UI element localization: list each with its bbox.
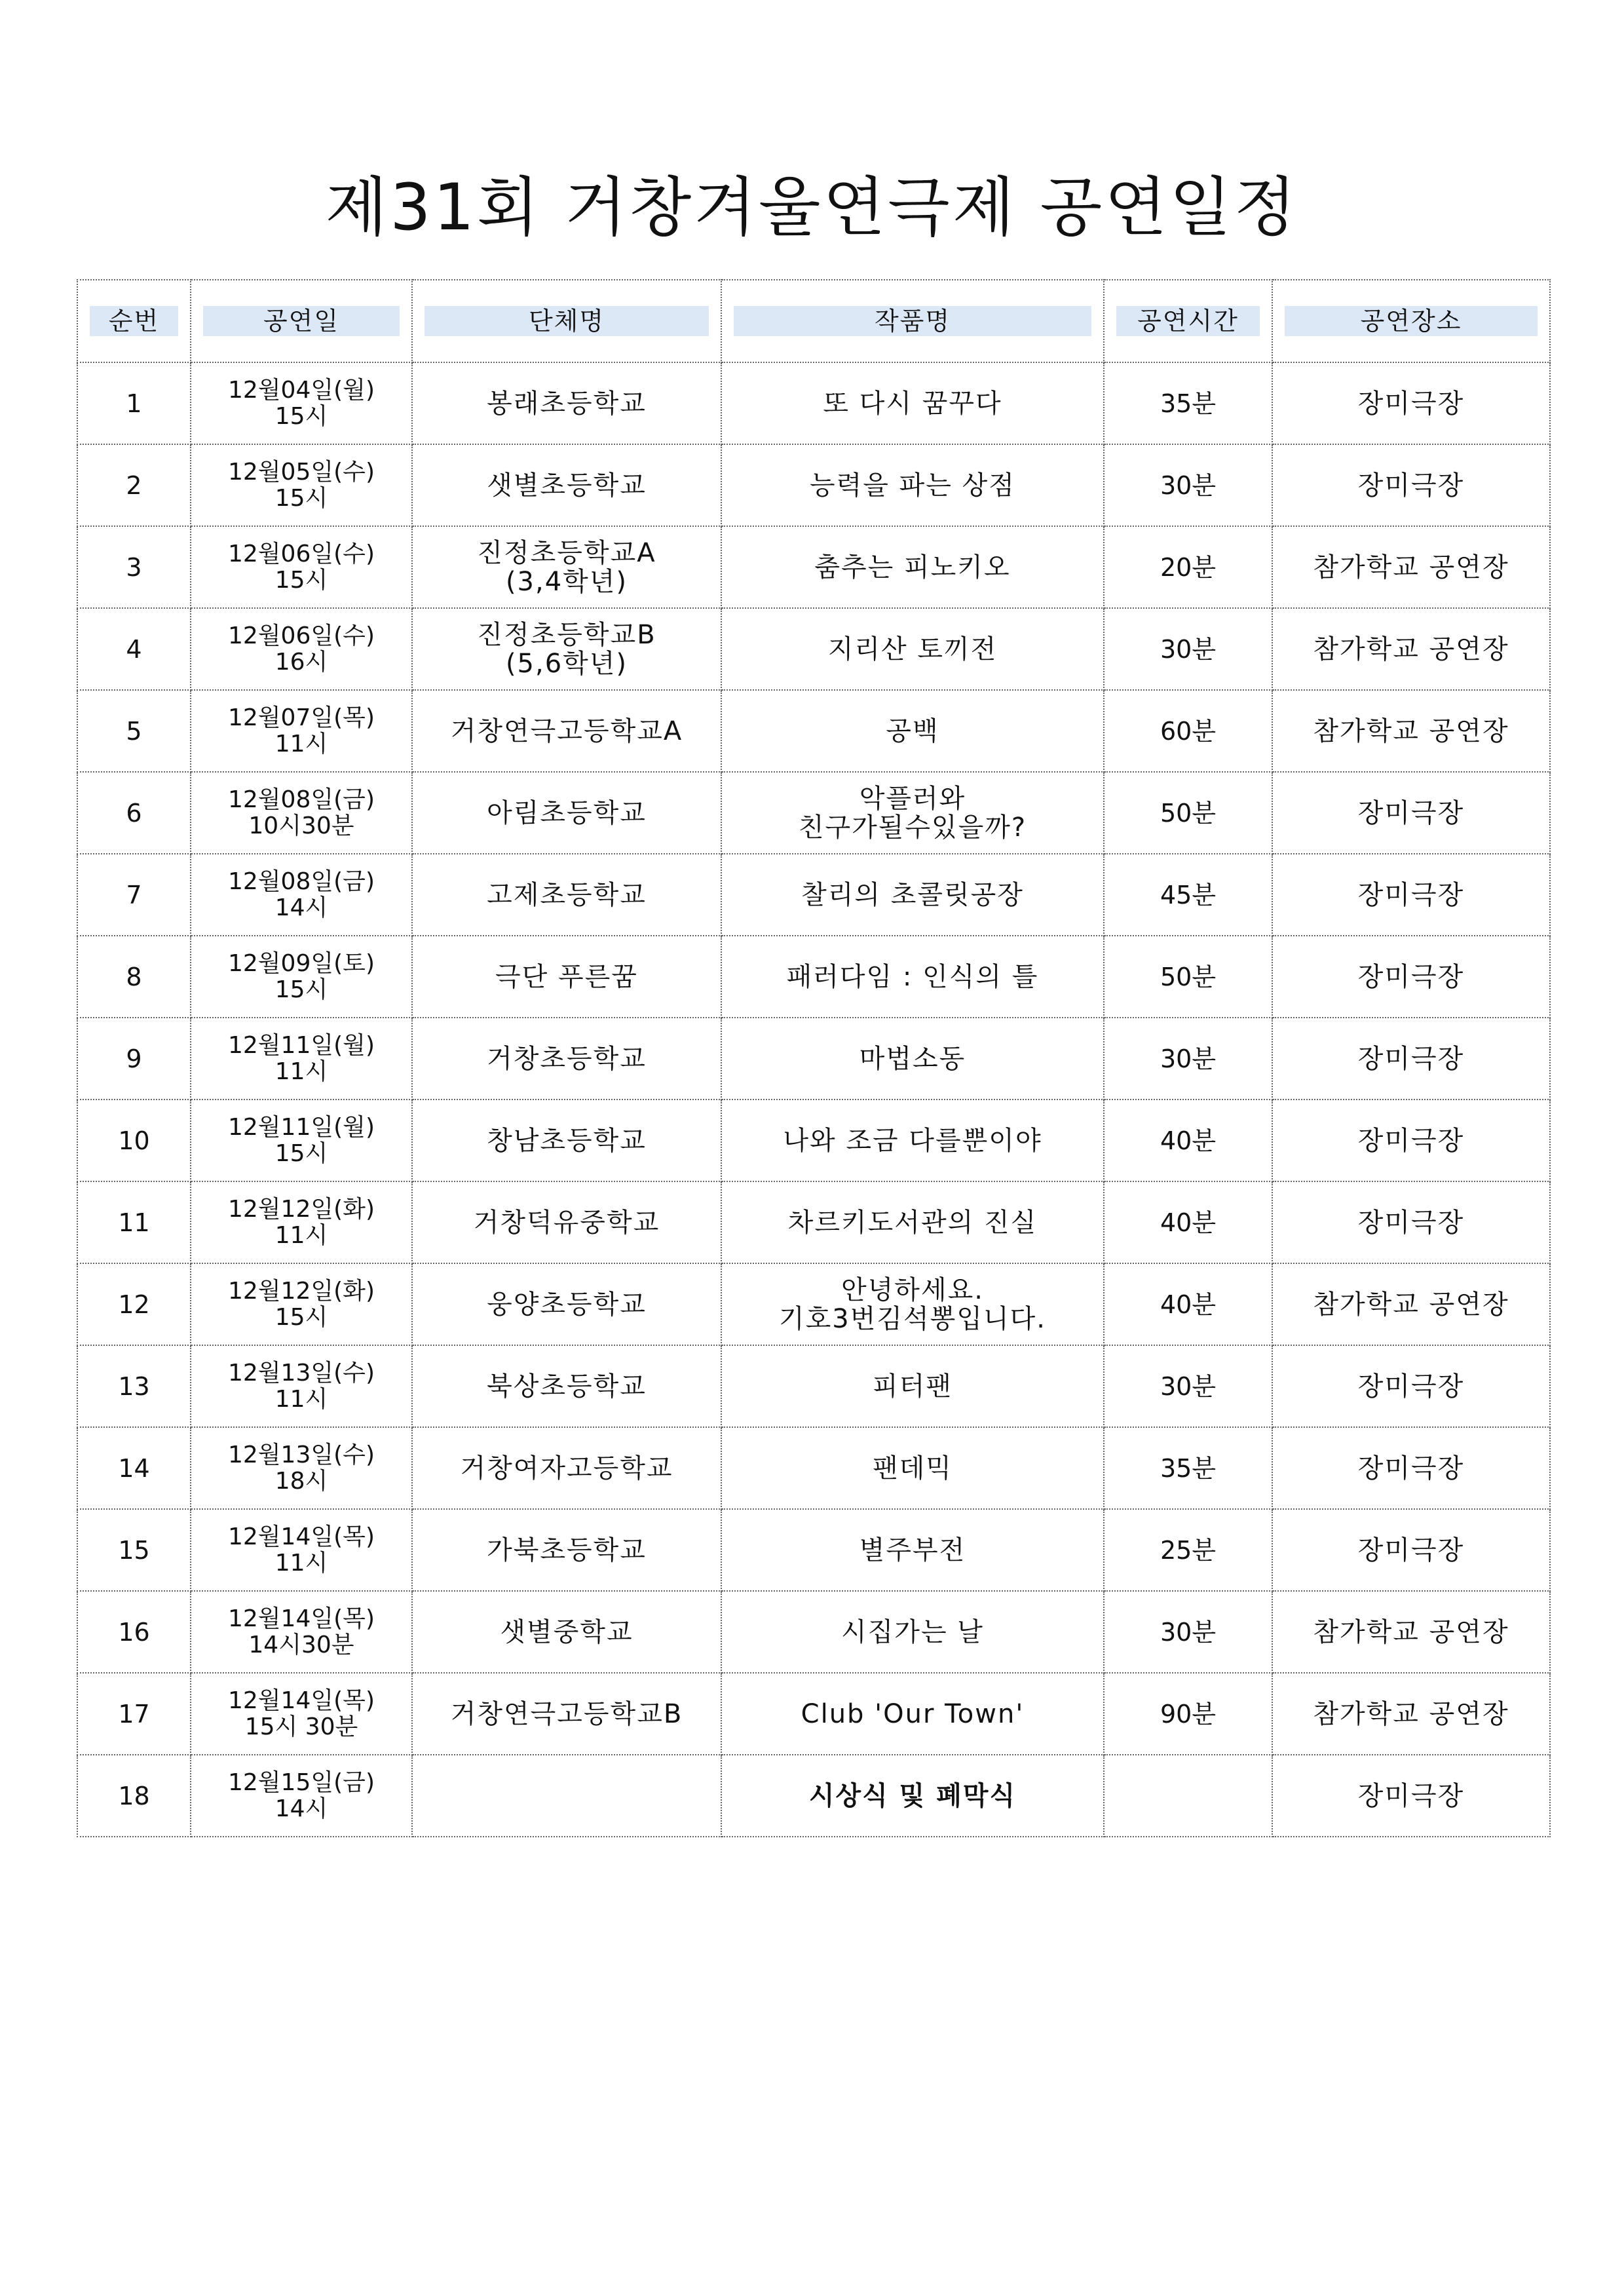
group-cell bbox=[412, 1509, 721, 1591]
schedule-table bbox=[77, 279, 1551, 1837]
date-time: 11시 bbox=[274, 730, 328, 757]
work-title-cell bbox=[721, 526, 1104, 608]
work-title-cell bbox=[721, 772, 1104, 854]
venue-cell: 참가학교 공연장 bbox=[1272, 1591, 1550, 1673]
date-day: 12월13일(수) bbox=[227, 1441, 375, 1468]
date-day: 12월15일(금) bbox=[227, 1769, 375, 1796]
date-time: 11시 bbox=[274, 1058, 328, 1085]
date-time: 16시 bbox=[274, 648, 328, 676]
date-cell bbox=[191, 1018, 412, 1100]
date-time: 18시 bbox=[274, 1467, 328, 1495]
date-cell bbox=[191, 444, 412, 526]
header-cell-no bbox=[77, 280, 191, 362]
group-name: 진정초등학교A bbox=[477, 537, 656, 568]
group-cell bbox=[412, 690, 721, 772]
header-date-label: 공연일 bbox=[203, 306, 400, 336]
header-title-label: 작품명 bbox=[734, 306, 1091, 336]
group-name: 거창연극고등학교A bbox=[450, 716, 683, 746]
work-title-cell bbox=[721, 444, 1104, 526]
date-time: 11시 bbox=[274, 1221, 328, 1249]
date-cell bbox=[191, 1100, 412, 1181]
group-name: 거창연극고등학교B bbox=[450, 1698, 683, 1729]
row-number-cell: 8 bbox=[77, 936, 191, 1018]
duration-cell: 35분 bbox=[1104, 1427, 1272, 1509]
date-day: 12월07일(목) bbox=[227, 704, 375, 731]
group-cell bbox=[412, 1263, 721, 1345]
work-title-line1: 마법소동 bbox=[859, 1043, 966, 1074]
table-row bbox=[77, 608, 1550, 690]
date-time: 15시 bbox=[274, 402, 328, 430]
date-time: 14시 bbox=[274, 1795, 328, 1822]
venue-cell: 장미극장 bbox=[1272, 936, 1550, 1018]
date-day: 12월06일(수) bbox=[227, 540, 375, 567]
date-day: 12월11일(월) bbox=[227, 1113, 375, 1141]
venue-cell: 장미극장 bbox=[1272, 1755, 1550, 1837]
row-number-cell: 6 bbox=[77, 772, 191, 854]
venue-cell: 장미극장 bbox=[1272, 362, 1550, 444]
group-cell bbox=[412, 1673, 721, 1755]
row-number-cell: 13 bbox=[77, 1345, 191, 1427]
work-title-line1: 피터팬 bbox=[873, 1371, 953, 1402]
venue-cell: 참가학교 공연장 bbox=[1272, 690, 1550, 772]
date-cell bbox=[191, 608, 412, 690]
work-title-line1: 춤추는 피노키오 bbox=[814, 552, 1011, 583]
duration-cell: 30분 bbox=[1104, 1591, 1272, 1673]
duration-cell: 20분 bbox=[1104, 526, 1272, 608]
group-grade: (3,4학년) bbox=[505, 566, 628, 597]
work-title-line1: 공백 bbox=[886, 716, 939, 746]
duration-cell: 30분 bbox=[1104, 608, 1272, 690]
date-cell bbox=[191, 1263, 412, 1345]
date-time: 15시 bbox=[274, 484, 328, 512]
table-row bbox=[77, 1673, 1550, 1755]
duration-cell: 30분 bbox=[1104, 1345, 1272, 1427]
work-title-line1: 시상식 및 폐막식 bbox=[808, 1780, 1017, 1811]
table-row bbox=[77, 1591, 1550, 1673]
date-time: 14시30분 bbox=[248, 1631, 354, 1658]
group-name: 거창초등학교 bbox=[487, 1043, 647, 1074]
work-title-cell bbox=[721, 690, 1104, 772]
group-cell bbox=[412, 1591, 721, 1673]
header-cell-group bbox=[412, 280, 721, 362]
venue-cell: 참가학교 공연장 bbox=[1272, 526, 1550, 608]
header-cell-venue bbox=[1272, 280, 1550, 362]
date-cell bbox=[191, 1509, 412, 1591]
group-cell bbox=[412, 526, 721, 608]
page-title: 제31회 거창겨울연극제 공연일정 bbox=[325, 170, 1299, 245]
table-row bbox=[77, 526, 1550, 608]
date-day: 12월06일(수) bbox=[227, 622, 375, 649]
work-title-cell bbox=[721, 1345, 1104, 1427]
group-name: 창남초등학교 bbox=[487, 1125, 647, 1156]
work-title-line1: 별주부전 bbox=[859, 1535, 966, 1565]
date-time: 15시 bbox=[274, 1139, 328, 1167]
work-title-cell bbox=[721, 1427, 1104, 1509]
venue-cell: 장미극장 bbox=[1272, 1509, 1550, 1591]
group-name: 고제초등학교 bbox=[487, 879, 647, 910]
date-cell bbox=[191, 362, 412, 444]
work-title-line1: 지리산 토끼전 bbox=[827, 634, 998, 664]
group-cell bbox=[412, 1181, 721, 1263]
work-title-cell bbox=[721, 1673, 1104, 1755]
group-cell bbox=[412, 854, 721, 936]
duration-cell: 40분 bbox=[1104, 1181, 1272, 1263]
date-day: 12월09일(토) bbox=[227, 949, 375, 977]
work-title-line1: 팬데믹 bbox=[873, 1453, 953, 1483]
header-cell-title bbox=[721, 280, 1104, 362]
group-name: 웅양초등학교 bbox=[487, 1289, 647, 1320]
header-cell-date bbox=[191, 280, 412, 362]
date-day: 12월05일(수) bbox=[227, 458, 375, 486]
table-row bbox=[77, 1345, 1550, 1427]
date-cell bbox=[191, 1591, 412, 1673]
row-number-cell: 7 bbox=[77, 854, 191, 936]
row-number-cell: 9 bbox=[77, 1018, 191, 1100]
group-cell bbox=[412, 444, 721, 526]
row-number-cell: 18 bbox=[77, 1755, 191, 1837]
row-number-cell: 5 bbox=[77, 690, 191, 772]
date-day: 12월08일(금) bbox=[227, 786, 375, 813]
group-cell bbox=[412, 936, 721, 1018]
date-day: 12월12일(화) bbox=[227, 1195, 375, 1223]
duration-cell: 40분 bbox=[1104, 1100, 1272, 1181]
header-group-label: 단체명 bbox=[425, 306, 709, 336]
date-cell bbox=[191, 1755, 412, 1837]
work-title-line1: 시집가는 날 bbox=[841, 1617, 984, 1647]
duration-cell bbox=[1104, 1755, 1272, 1837]
work-title-cell bbox=[721, 1100, 1104, 1181]
header-cell-duration bbox=[1104, 280, 1272, 362]
duration-cell: 50분 bbox=[1104, 772, 1272, 854]
date-day: 12월14일(목) bbox=[227, 1523, 375, 1550]
row-number-cell: 15 bbox=[77, 1509, 191, 1591]
venue-cell: 참가학교 공연장 bbox=[1272, 1263, 1550, 1345]
venue-cell: 장미극장 bbox=[1272, 1018, 1550, 1100]
duration-cell: 90분 bbox=[1104, 1673, 1272, 1755]
work-title-cell bbox=[721, 1263, 1104, 1345]
table-row bbox=[77, 772, 1550, 854]
work-title-line1: 능력을 파는 상점 bbox=[810, 470, 1015, 501]
venue-cell: 참가학교 공연장 bbox=[1272, 1673, 1550, 1755]
work-title-line1: Club 'Our Town' bbox=[801, 1698, 1025, 1729]
table-header bbox=[77, 280, 1550, 362]
date-cell bbox=[191, 1673, 412, 1755]
group-cell bbox=[412, 1427, 721, 1509]
date-time: 15시 bbox=[274, 566, 328, 594]
row-number-cell: 3 bbox=[77, 526, 191, 608]
work-title-line1: 또 다시 꿈꾸다 bbox=[823, 388, 1002, 419]
work-title-cell bbox=[721, 1755, 1104, 1837]
date-time: 14시 bbox=[274, 894, 328, 921]
work-title-line1: 안녕하세요. bbox=[841, 1274, 984, 1305]
date-time: 15시 bbox=[274, 1303, 328, 1331]
group-name: 진정초등학교B bbox=[477, 619, 656, 650]
row-number-cell: 10 bbox=[77, 1100, 191, 1181]
row-number-cell: 11 bbox=[77, 1181, 191, 1263]
row-number-cell: 14 bbox=[77, 1427, 191, 1509]
work-title-cell bbox=[721, 1181, 1104, 1263]
venue-cell: 장미극장 bbox=[1272, 1181, 1550, 1263]
row-number-cell: 12 bbox=[77, 1263, 191, 1345]
date-cell bbox=[191, 1345, 412, 1427]
header-no-label: 순번 bbox=[90, 306, 178, 336]
venue-cell: 장미극장 bbox=[1272, 1345, 1550, 1427]
group-cell bbox=[412, 362, 721, 444]
row-number-cell: 16 bbox=[77, 1591, 191, 1673]
work-title-cell bbox=[721, 1018, 1104, 1100]
group-cell bbox=[412, 772, 721, 854]
work-title-line1: 악플러와 bbox=[859, 783, 966, 814]
date-time: 15시 bbox=[274, 976, 328, 1003]
date-day: 12월04일(월) bbox=[227, 376, 375, 404]
work-title-cell bbox=[721, 608, 1104, 690]
duration-cell: 60분 bbox=[1104, 690, 1272, 772]
date-time: 15시 30분 bbox=[244, 1713, 358, 1740]
group-name: 가북초등학교 bbox=[487, 1535, 647, 1565]
date-cell bbox=[191, 526, 412, 608]
duration-cell: 50분 bbox=[1104, 936, 1272, 1018]
table-row bbox=[77, 1100, 1550, 1181]
group-name: 샛별초등학교 bbox=[487, 470, 647, 501]
work-title-cell bbox=[721, 854, 1104, 936]
table-row bbox=[77, 362, 1550, 444]
duration-cell: 40분 bbox=[1104, 1263, 1272, 1345]
date-day: 12월14일(목) bbox=[227, 1687, 375, 1714]
work-title-line1: 찰리의 초콜릿공장 bbox=[801, 879, 1024, 910]
work-title-line1: 차르키도서관의 진실 bbox=[787, 1207, 1038, 1238]
group-cell bbox=[412, 1755, 721, 1837]
group-cell bbox=[412, 608, 721, 690]
date-time: 10시30분 bbox=[248, 812, 354, 839]
group-name: 북상초등학교 bbox=[487, 1371, 647, 1402]
duration-cell: 25분 bbox=[1104, 1509, 1272, 1591]
work-title-line1: 나와 조금 다를뿐이야 bbox=[783, 1125, 1042, 1156]
date-cell bbox=[191, 1427, 412, 1509]
date-cell bbox=[191, 690, 412, 772]
row-number-cell: 4 bbox=[77, 608, 191, 690]
table-row bbox=[77, 854, 1550, 936]
date-time: 11시 bbox=[274, 1385, 328, 1413]
group-name: 극단 푸른꿈 bbox=[495, 961, 638, 992]
date-cell bbox=[191, 772, 412, 854]
venue-cell: 장미극장 bbox=[1272, 444, 1550, 526]
table-row bbox=[77, 936, 1550, 1018]
work-title-cell bbox=[721, 1591, 1104, 1673]
venue-cell: 참가학교 공연장 bbox=[1272, 608, 1550, 690]
date-day: 12월14일(목) bbox=[227, 1605, 375, 1632]
work-title-cell bbox=[721, 936, 1104, 1018]
work-title-cell bbox=[721, 362, 1104, 444]
table-row bbox=[77, 1263, 1550, 1345]
venue-cell: 장미극장 bbox=[1272, 1100, 1550, 1181]
group-cell bbox=[412, 1100, 721, 1181]
work-title-line2: 기호3번김석뽕입니다. bbox=[779, 1303, 1046, 1334]
group-grade: (5,6학년) bbox=[505, 648, 628, 679]
venue-cell: 장미극장 bbox=[1272, 854, 1550, 936]
table-row bbox=[77, 1427, 1550, 1509]
date-cell bbox=[191, 1181, 412, 1263]
row-number-cell: 1 bbox=[77, 362, 191, 444]
group-cell bbox=[412, 1018, 721, 1100]
table-row bbox=[77, 1018, 1550, 1100]
date-day: 12월08일(금) bbox=[227, 868, 375, 895]
date-day: 12월11일(월) bbox=[227, 1031, 375, 1059]
date-cell bbox=[191, 854, 412, 936]
row-number-cell: 2 bbox=[77, 444, 191, 526]
date-day: 12월12일(화) bbox=[227, 1277, 375, 1305]
group-cell bbox=[412, 1345, 721, 1427]
header-venue-label: 공연장소 bbox=[1285, 306, 1538, 336]
work-title-line1: 패러다임 : 인식의 틀 bbox=[786, 961, 1039, 992]
duration-cell: 30분 bbox=[1104, 1018, 1272, 1100]
date-time: 11시 bbox=[274, 1549, 328, 1577]
group-name: 아림초등학교 bbox=[487, 797, 647, 828]
table-row bbox=[77, 690, 1550, 772]
work-title-cell bbox=[721, 1509, 1104, 1591]
group-name: 봉래초등학교 bbox=[487, 388, 647, 419]
duration-cell: 45분 bbox=[1104, 854, 1272, 936]
table-row bbox=[77, 444, 1550, 526]
table-row bbox=[77, 1509, 1550, 1591]
group-name: 거창여자고등학교 bbox=[460, 1453, 673, 1483]
duration-cell: 30분 bbox=[1104, 444, 1272, 526]
table-row bbox=[77, 1181, 1550, 1263]
venue-cell: 장미극장 bbox=[1272, 1427, 1550, 1509]
table-row bbox=[77, 1755, 1550, 1837]
date-cell bbox=[191, 936, 412, 1018]
work-title-line2: 친구가될수있을까? bbox=[798, 812, 1027, 843]
header-row bbox=[77, 280, 1550, 362]
header-duration-label: 공연시간 bbox=[1116, 306, 1260, 336]
group-name: 샛별중학교 bbox=[500, 1617, 633, 1647]
group-name: 거창덕유중학교 bbox=[473, 1207, 660, 1238]
duration-cell: 35분 bbox=[1104, 362, 1272, 444]
date-day: 12월13일(수) bbox=[227, 1359, 375, 1387]
table-body bbox=[77, 362, 1550, 1837]
row-number-cell: 17 bbox=[77, 1673, 191, 1755]
venue-cell: 장미극장 bbox=[1272, 772, 1550, 854]
